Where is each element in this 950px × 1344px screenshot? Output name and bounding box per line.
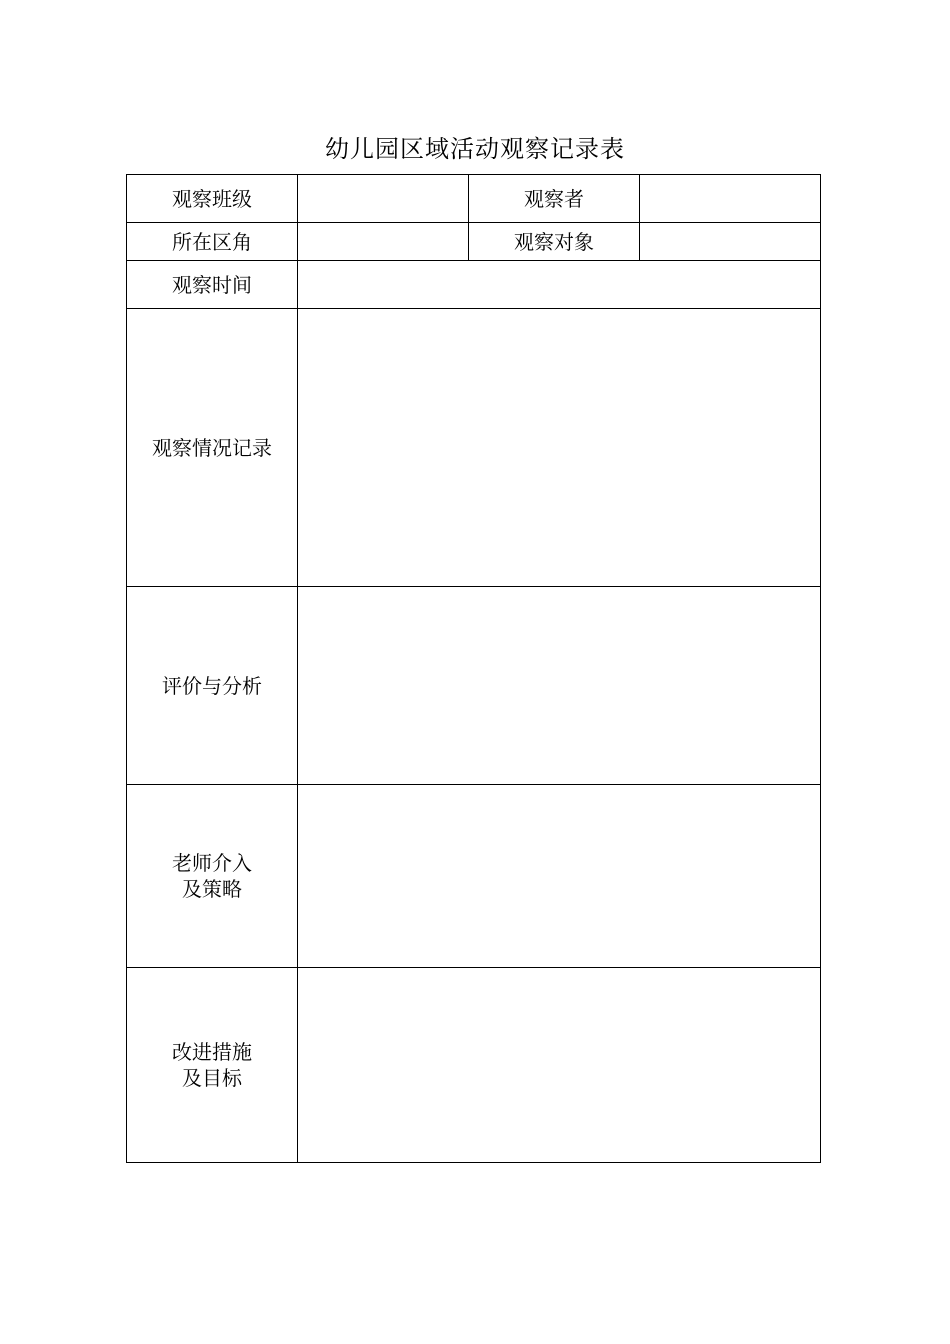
page-title: 幼儿园区域活动观察记录表 <box>325 135 625 163</box>
intervention-field[interactable] <box>298 785 821 968</box>
observation-form-table <box>126 174 821 1163</box>
evaluation-label: 评价与分析 <box>127 587 298 785</box>
improvement-label-line1: 改进措施 <box>172 1040 252 1064</box>
table-row <box>127 785 821 968</box>
record-field[interactable] <box>298 309 821 587</box>
improvement-field[interactable] <box>298 968 821 1163</box>
time-label: 观察时间 <box>127 261 298 309</box>
table-row <box>127 968 821 1163</box>
evaluation-field[interactable] <box>298 587 821 785</box>
table-row <box>127 223 821 261</box>
target-field[interactable] <box>640 223 821 261</box>
area-label: 所在区角 <box>127 223 298 261</box>
improvement-label-line2: 及目标 <box>182 1066 242 1090</box>
table-row <box>127 261 821 309</box>
record-label: 观察情况记录 <box>127 309 298 587</box>
target-label: 观察对象 <box>469 223 640 261</box>
table-row <box>127 309 821 587</box>
area-field[interactable] <box>298 223 469 261</box>
class-label: 观察班级 <box>127 175 298 223</box>
class-field[interactable] <box>298 175 469 223</box>
table-row <box>127 587 821 785</box>
observer-field[interactable] <box>640 175 821 223</box>
time-field[interactable] <box>298 261 821 309</box>
observer-label: 观察者 <box>469 175 640 223</box>
improvement-label <box>127 968 298 1163</box>
intervention-label-line1: 老师介入 <box>172 851 252 875</box>
intervention-label-line2: 及策略 <box>182 877 242 901</box>
table-row <box>127 175 821 223</box>
intervention-label <box>127 785 298 968</box>
